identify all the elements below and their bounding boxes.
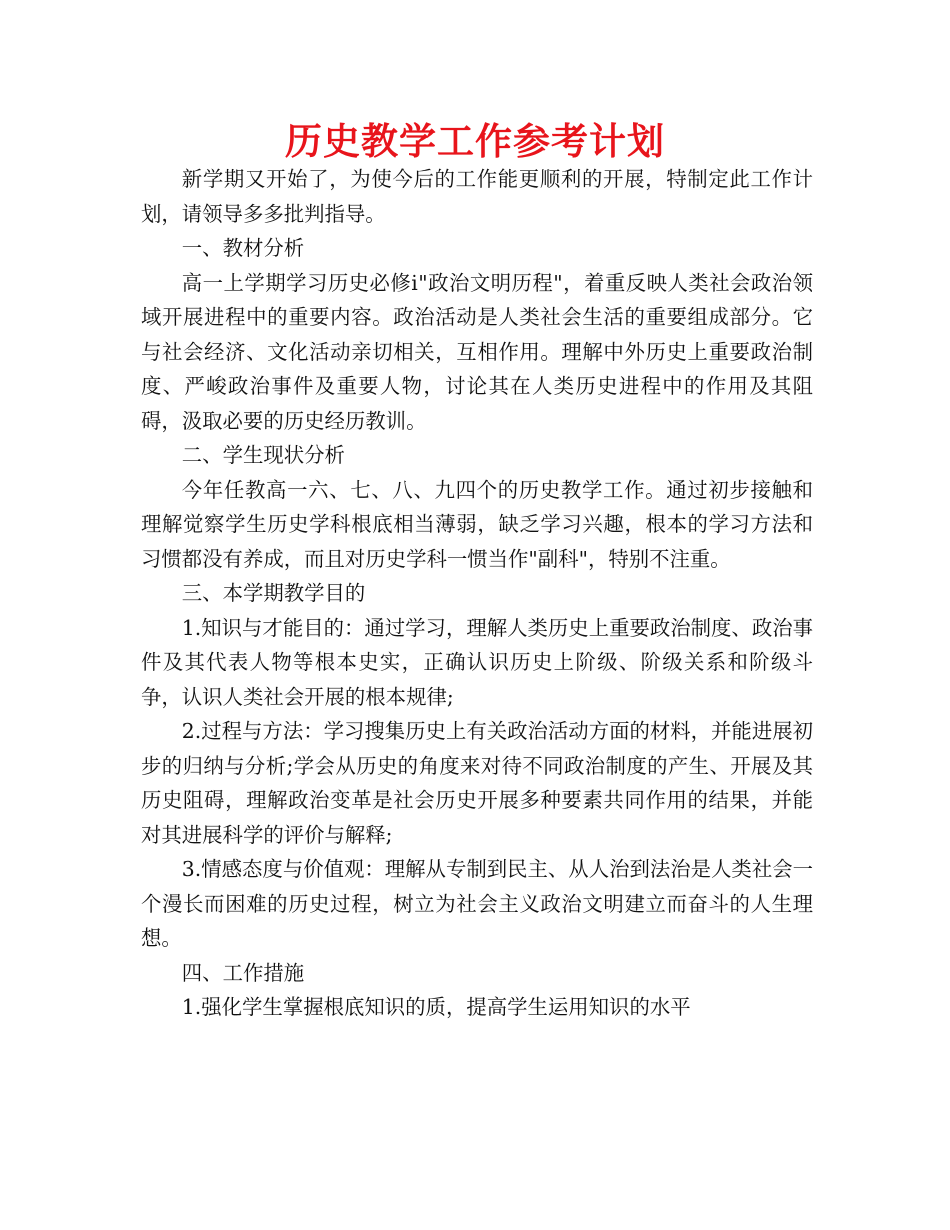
section-heading-work-measures: 四、工作措施 (181, 960, 305, 985)
paragraph-intro: 新学期又开始了，为使今后的工作能更顺利的开展，特制定此工作计划，请领导多多批判指导。 (141, 167, 813, 226)
paragraph-measure-1: 1.强化学生掌握根底知识的质，提高学生运用知识的水平 (181, 995, 691, 1019)
section-heading-student-analysis: 二、学生现状分析 (181, 443, 345, 467)
document-title: 历史教学工作参考计划 (285, 120, 665, 163)
paragraph-goal-process: 2.过程与方法：学习搜集历史上有关政治活动方面的材料，并能进展初步的归纳与分析;学会从历史的角度来对待不同政治制度的产生、开展及其历史阻碍，理解政治变革是社会历史开展多种要素共同作用的结果，并能对其进展科学的评价与解释; (141, 719, 813, 847)
paragraph-goal-values: 3.情感态度与价值观：理解从专制到民主、从人治到法治是人类社会一个漫长而困难的历史过程，树立为社会主义政治文明建立而奋斗的人生理想。 (141, 857, 813, 950)
paragraph-textbook-analysis: 高一上学期学习历史必修ⅰ"政治文明历程"，着重反映人类社会政治领域开展进程中的重要内容。政治活动是人类社会生活的重要组成部分。它与社会经济、文化活动亲切相关，互相作用。理解中外历史上重要政治制度、严峻政治事件及重要人物，讨论其在人类历史进程中的作用及其阻碍，汲取必要的历史经历教训。 (141, 270, 813, 433)
paragraph-goal-knowledge: 1.知识与才能目的：通过学习，理解人类历史上重要政治制度、政治事件及其代表人物等根本史实，正确认识历史上阶级、阶级关系和阶级斗争，认识人类社会开展的根本规律; (141, 615, 813, 709)
section-heading-textbook-analysis: 一、教材分析 (181, 236, 305, 260)
paragraph-student-analysis: 今年任教高一六、七、八、九四个的历史教学工作。通过初步接触和理解觉察学生历史学科根底相当薄弱，缺乏学习兴趣，根本的学习方法和习惯都没有养成，而且对历史学科一惯当作"副科"，特别不注重。 (141, 477, 813, 571)
section-heading-teaching-goals: 三、本学期教学目的 (181, 581, 366, 605)
document-body (141, 162, 813, 1025)
